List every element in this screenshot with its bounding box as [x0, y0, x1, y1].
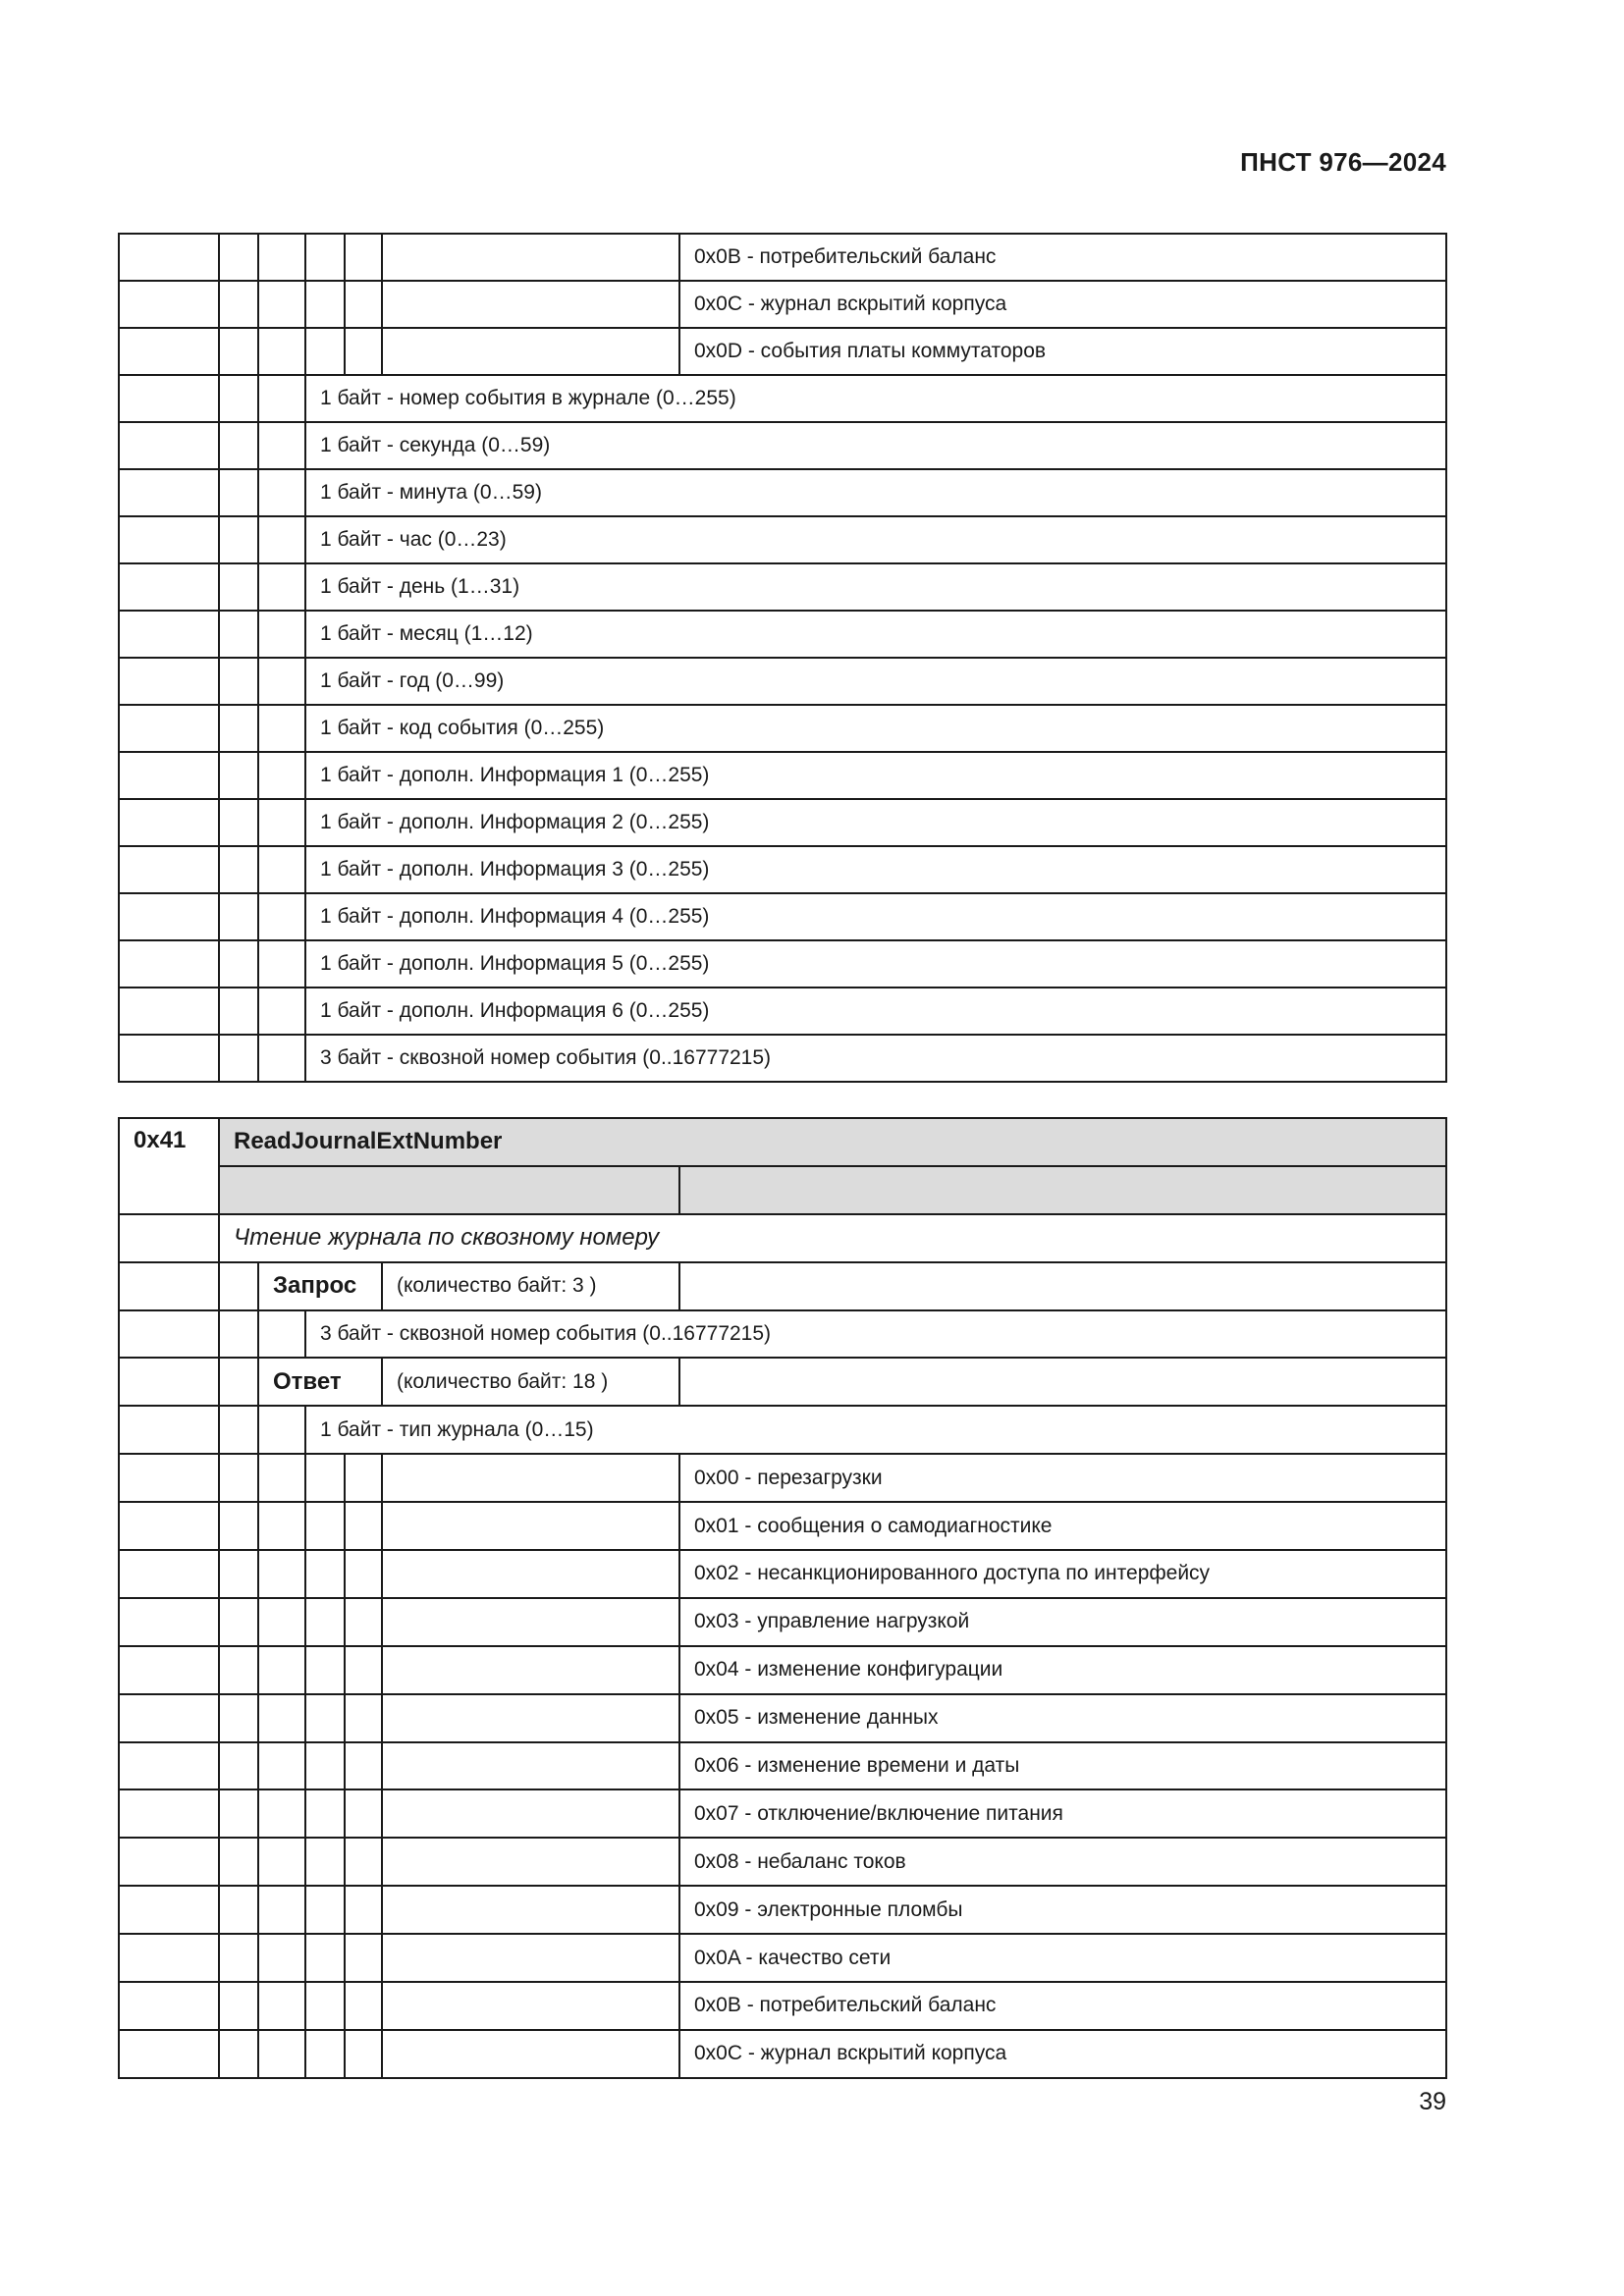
empty-cell	[258, 799, 305, 846]
enum-value: 0x09 - электронные пломбы	[679, 1886, 1446, 1934]
empty-cell	[219, 846, 258, 893]
command-gray-row	[119, 1166, 1446, 1214]
empty-cell	[258, 1406, 305, 1454]
gray-cell-left	[219, 1166, 679, 1214]
empty-cell	[305, 1646, 345, 1694]
empty-cell	[119, 940, 219, 988]
empty-cell	[219, 1310, 258, 1359]
enum-value: 0x0C - журнал вскрытий корпуса	[679, 281, 1446, 328]
empty-cell	[305, 2030, 345, 2078]
empty-cell	[258, 611, 305, 658]
empty-cell	[258, 1934, 305, 1982]
empty-cell	[219, 1035, 258, 1082]
empty-cell	[258, 1502, 305, 1550]
empty-cell	[119, 846, 219, 893]
command-description: Чтение журнала по сквозному номеру	[219, 1214, 1446, 1262]
empty-cell	[119, 1454, 219, 1502]
empty-cell	[258, 940, 305, 988]
empty-cell	[305, 1550, 345, 1598]
empty-cell	[119, 1035, 219, 1082]
response-field-row	[119, 1406, 1446, 1454]
empty-cell	[219, 752, 258, 799]
enum-value: 0x0B - потребительский баланс	[679, 1982, 1446, 2030]
empty-cell	[382, 1742, 679, 1790]
empty-cell	[219, 1454, 258, 1502]
empty-cell	[258, 469, 305, 516]
empty-cell	[258, 2030, 305, 2078]
empty-cell	[119, 516, 219, 563]
empty-cell	[305, 1694, 345, 1742]
empty-cell	[219, 1406, 258, 1454]
request-byte-count: (количество байт: 3 )	[382, 1262, 679, 1310]
document-id: ПНСТ 976—2024	[1240, 147, 1446, 177]
description-row	[119, 1214, 1446, 1262]
enum-value: 0x00 - перезагрузки	[679, 1454, 1446, 1502]
empty-cell	[219, 234, 258, 281]
empty-cell	[119, 1214, 219, 1262]
journal-type-row	[119, 1646, 1446, 1694]
empty-cell	[219, 1262, 258, 1310]
field-row	[119, 516, 1446, 563]
field-row	[119, 940, 1446, 988]
empty-cell	[219, 893, 258, 940]
enum-value: 0x03 - управление нагрузкой	[679, 1598, 1446, 1646]
empty-cell	[345, 1502, 382, 1550]
command-header-row	[119, 1118, 1446, 1166]
enum-value: 0x08 - небаланс токов	[679, 1838, 1446, 1886]
journal-type-row	[119, 1934, 1446, 1982]
journal-type-row	[119, 2030, 1446, 2078]
field-description: 1 байт - год (0…99)	[305, 658, 1446, 705]
empty-cell	[382, 1646, 679, 1694]
empty-cell	[119, 799, 219, 846]
empty-cell	[382, 1838, 679, 1886]
empty-cell	[219, 799, 258, 846]
empty-cell	[345, 328, 382, 375]
empty-cell	[219, 375, 258, 422]
empty-cell	[219, 1694, 258, 1742]
empty-cell	[258, 1886, 305, 1934]
journal-type-row	[119, 1502, 1446, 1550]
empty-cell	[382, 234, 679, 281]
empty-cell	[119, 234, 219, 281]
empty-cell	[305, 281, 345, 328]
empty-cell	[258, 1454, 305, 1502]
empty-cell	[382, 1550, 679, 1598]
enum-value: 0x0A - качество сети	[679, 1934, 1446, 1982]
field-row	[119, 988, 1446, 1035]
empty-cell	[119, 1262, 219, 1310]
empty-cell	[258, 658, 305, 705]
empty-cell	[345, 1886, 382, 1934]
field-description: 1 байт - дополн. Информация 1 (0…255)	[305, 752, 1446, 799]
empty-cell	[219, 705, 258, 752]
empty-cell	[119, 2030, 219, 2078]
empty-cell	[305, 328, 345, 375]
empty-cell	[119, 1310, 219, 1359]
empty-cell	[119, 422, 219, 469]
empty-cell	[219, 2030, 258, 2078]
empty-cell	[258, 988, 305, 1035]
journal-type-row	[119, 1789, 1446, 1838]
empty-cell	[119, 1934, 219, 1982]
empty-cell	[119, 1838, 219, 1886]
empty-cell	[119, 658, 219, 705]
empty-cell	[345, 1742, 382, 1790]
empty-cell	[305, 1838, 345, 1886]
empty-cell	[305, 1789, 345, 1838]
command-code: 0x41	[119, 1118, 219, 1214]
journal-type-row	[119, 1886, 1446, 1934]
empty-cell	[219, 469, 258, 516]
empty-cell	[119, 1550, 219, 1598]
journal-type-row	[119, 1742, 1446, 1790]
empty-cell	[345, 1646, 382, 1694]
field-description: 1 байт - код события (0…255)	[305, 705, 1446, 752]
read-journal-ext-number-table	[118, 1117, 1447, 2079]
empty-cell	[119, 988, 219, 1035]
field-description: 1 байт - дополн. Информация 6 (0…255)	[305, 988, 1446, 1035]
field-row	[119, 752, 1446, 799]
empty-cell	[382, 281, 679, 328]
empty-cell	[219, 1598, 258, 1646]
empty-cell	[382, 2030, 679, 2078]
empty-cell	[345, 1934, 382, 1982]
field-description: 1 байт - дополн. Информация 2 (0…255)	[305, 799, 1446, 846]
empty-cell	[219, 563, 258, 611]
empty-cell	[258, 752, 305, 799]
empty-cell	[258, 422, 305, 469]
empty-cell	[119, 328, 219, 375]
empty-cell	[345, 2030, 382, 2078]
enum-row	[119, 328, 1446, 375]
response-row	[119, 1358, 1446, 1406]
empty-cell	[258, 1982, 305, 2030]
field-row	[119, 563, 1446, 611]
enum-value: 0x0B - потребительский баланс	[679, 234, 1446, 281]
empty-cell	[119, 469, 219, 516]
empty-cell	[345, 1789, 382, 1838]
empty-cell	[258, 1742, 305, 1790]
field-row	[119, 846, 1446, 893]
empty-cell	[219, 1789, 258, 1838]
empty-cell	[219, 516, 258, 563]
page-number: 39	[1419, 2088, 1446, 2115]
empty-cell	[258, 1789, 305, 1838]
response-byte-count: (количество байт: 18 )	[382, 1358, 679, 1406]
empty-cell	[305, 1982, 345, 2030]
empty-cell	[119, 1886, 219, 1934]
request-label: Запрос	[258, 1262, 382, 1310]
empty-cell	[382, 1598, 679, 1646]
journal-type-row	[119, 1838, 1446, 1886]
empty-cell	[119, 1358, 219, 1406]
empty-cell	[305, 1598, 345, 1646]
empty-cell	[119, 1982, 219, 2030]
empty-cell	[219, 1886, 258, 1934]
empty-cell	[345, 281, 382, 328]
empty-cell	[219, 988, 258, 1035]
field-description: 3 байт - сквозной номер события (0..16777215)	[305, 1035, 1446, 1082]
field-row	[119, 799, 1446, 846]
field-description: 1 байт - секунда (0…59)	[305, 422, 1446, 469]
empty-cell	[258, 1694, 305, 1742]
empty-cell	[345, 1982, 382, 2030]
empty-cell	[382, 1789, 679, 1838]
empty-cell	[219, 658, 258, 705]
empty-cell	[219, 1502, 258, 1550]
field-row	[119, 611, 1446, 658]
journal-type-row	[119, 1550, 1446, 1598]
journal-type-row	[119, 1694, 1446, 1742]
field-description: 1 байт - дополн. Информация 5 (0…255)	[305, 940, 1446, 988]
response-field: 1 байт - тип журнала (0…15)	[305, 1406, 1446, 1454]
empty-cell	[119, 375, 219, 422]
empty-cell	[258, 846, 305, 893]
enum-value: 0x04 - изменение конфигурации	[679, 1646, 1446, 1694]
enum-value: 0x01 - сообщения о самодиагностике	[679, 1502, 1446, 1550]
empty-cell	[345, 1598, 382, 1646]
empty-cell	[305, 1454, 345, 1502]
enum-value: 0x0C - журнал вскрытий корпуса	[679, 2030, 1446, 2078]
empty-cell	[679, 1358, 1446, 1406]
empty-cell	[219, 1742, 258, 1790]
empty-cell	[382, 328, 679, 375]
field-description: 1 байт - номер события в журнале (0…255)	[305, 375, 1446, 422]
empty-cell	[258, 1598, 305, 1646]
empty-cell	[258, 234, 305, 281]
empty-cell	[258, 1310, 305, 1359]
empty-cell	[219, 422, 258, 469]
field-description: 1 байт - дополн. Информация 3 (0…255)	[305, 846, 1446, 893]
empty-cell	[345, 1838, 382, 1886]
request-row	[119, 1262, 1446, 1310]
request-field: 3 байт - сквозной номер события (0..16777215)	[305, 1310, 1446, 1359]
enum-value: 0x02 - несанкционированного доступа по интерфейсу	[679, 1550, 1446, 1598]
empty-cell	[258, 563, 305, 611]
empty-cell	[679, 1262, 1446, 1310]
field-description: 1 байт - час (0…23)	[305, 516, 1446, 563]
empty-cell	[258, 1646, 305, 1694]
empty-cell	[219, 1934, 258, 1982]
empty-cell	[119, 1502, 219, 1550]
field-description: 1 байт - месяц (1…12)	[305, 611, 1446, 658]
empty-cell	[219, 281, 258, 328]
enum-value: 0x0D - события платы коммутаторов	[679, 328, 1446, 375]
empty-cell	[382, 1694, 679, 1742]
journal-type-row	[119, 1598, 1446, 1646]
enum-row	[119, 281, 1446, 328]
enum-value: 0x07 - отключение/включение питания	[679, 1789, 1446, 1838]
empty-cell	[119, 1646, 219, 1694]
empty-cell	[219, 328, 258, 375]
empty-cell	[305, 1742, 345, 1790]
field-row	[119, 658, 1446, 705]
empty-cell	[119, 1789, 219, 1838]
empty-cell	[119, 1742, 219, 1790]
field-description: 1 байт - минута (0…59)	[305, 469, 1446, 516]
field-description: 1 байт - дополн. Информация 4 (0…255)	[305, 893, 1446, 940]
empty-cell	[219, 1358, 258, 1406]
empty-cell	[119, 705, 219, 752]
empty-cell	[305, 1886, 345, 1934]
empty-cell	[305, 234, 345, 281]
empty-cell	[219, 1838, 258, 1886]
empty-cell	[119, 281, 219, 328]
empty-cell	[258, 328, 305, 375]
empty-cell	[345, 1694, 382, 1742]
request-field-row	[119, 1310, 1446, 1359]
enum-value: 0x06 - изменение времени и даты	[679, 1742, 1446, 1790]
empty-cell	[119, 563, 219, 611]
empty-cell	[119, 1406, 219, 1454]
enum-value: 0x05 - изменение данных	[679, 1694, 1446, 1742]
enum-row	[119, 234, 1446, 281]
empty-cell	[119, 752, 219, 799]
empty-cell	[382, 1886, 679, 1934]
empty-cell	[382, 1934, 679, 1982]
journal-type-row	[119, 1982, 1446, 2030]
response-label: Ответ	[258, 1358, 382, 1406]
journal-type-row	[119, 1454, 1446, 1502]
empty-cell	[219, 1982, 258, 2030]
empty-cell	[119, 893, 219, 940]
empty-cell	[345, 1550, 382, 1598]
empty-cell	[219, 1550, 258, 1598]
gray-cell-right	[679, 1166, 1446, 1214]
field-row	[119, 375, 1446, 422]
empty-cell	[345, 234, 382, 281]
field-row	[119, 893, 1446, 940]
empty-cell	[258, 281, 305, 328]
empty-cell	[219, 611, 258, 658]
empty-cell	[305, 1502, 345, 1550]
field-row	[119, 705, 1446, 752]
empty-cell	[258, 1035, 305, 1082]
field-description: 1 байт - день (1…31)	[305, 563, 1446, 611]
empty-cell	[382, 1982, 679, 2030]
empty-cell	[258, 705, 305, 752]
empty-cell	[219, 1646, 258, 1694]
empty-cell	[119, 611, 219, 658]
empty-cell	[119, 1598, 219, 1646]
empty-cell	[258, 375, 305, 422]
empty-cell	[305, 1934, 345, 1982]
empty-cell	[258, 516, 305, 563]
empty-cell	[258, 1550, 305, 1598]
empty-cell	[219, 940, 258, 988]
empty-cell	[345, 1454, 382, 1502]
empty-cell	[258, 893, 305, 940]
empty-cell	[382, 1502, 679, 1550]
field-row	[119, 422, 1446, 469]
journal-continuation-table	[118, 233, 1447, 1083]
field-row	[119, 1035, 1446, 1082]
empty-cell	[382, 1454, 679, 1502]
command-name: ReadJournalExtNumber	[219, 1118, 1446, 1166]
empty-cell	[258, 1838, 305, 1886]
field-row	[119, 469, 1446, 516]
empty-cell	[119, 1694, 219, 1742]
